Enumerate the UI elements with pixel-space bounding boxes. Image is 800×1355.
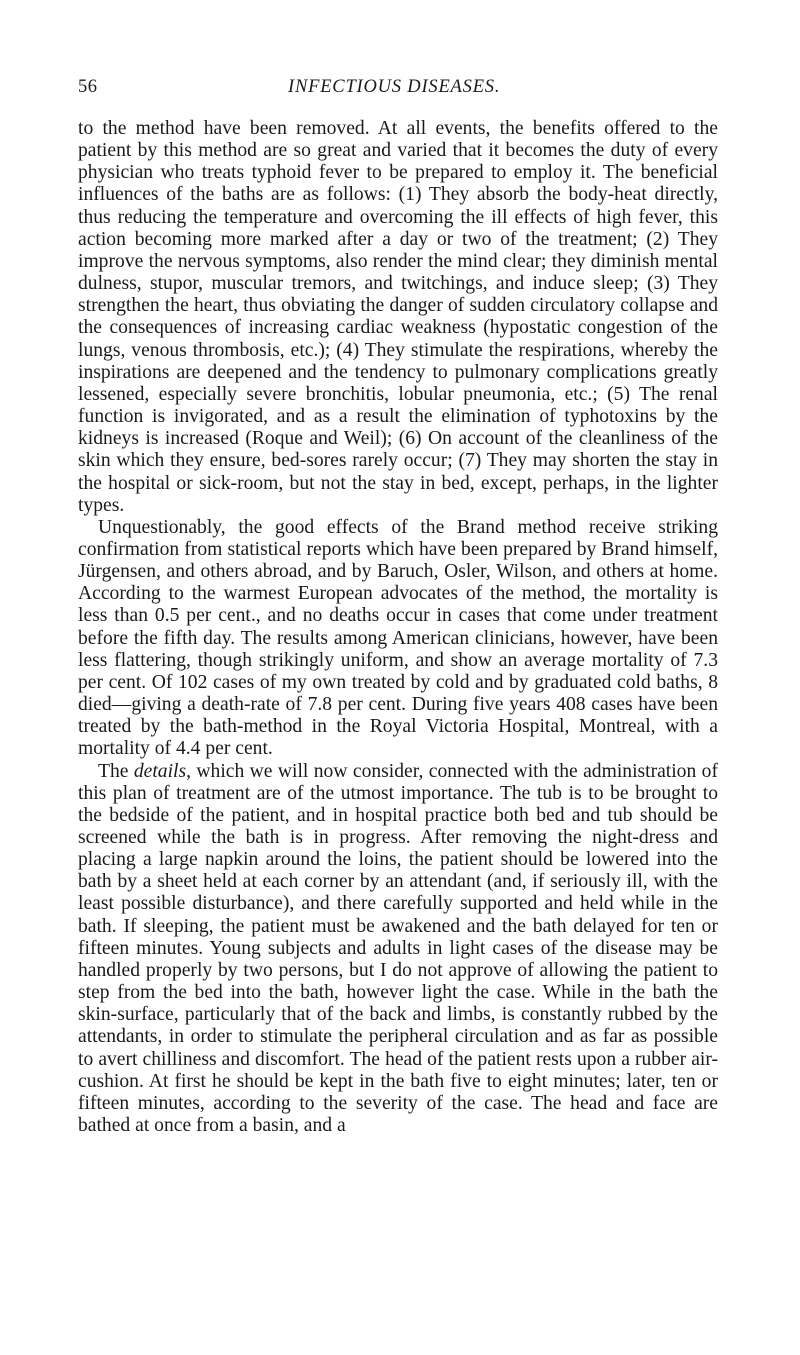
paragraph-text: Unquestionably, the good effects of the Brand method receive striking confirmation from statistical reports which have been prepared by Brand himself, Jürgensen, and others abroad, and by Baruch, Osler, Wilson, and others at home. According to the warmest European advocates of the method, the mortality is less than 0.5 per cent., and no deaths occur in cases that come under treatment before the fifth day. The results among American clinicians, however, have been less flattering, though strikingly uniform, and show an average mortality of 7.3 per cent. Of 102 cases of my own treated by cold and by graduated cold baths, 8 died—giving a death-rate of 7.8 per cent. During five years 408 cases have been treated by the bath-method in the Royal Victoria Hospital, Montreal, with a mortality of 4.4 per cent. (78, 516, 718, 760)
body-text (78, 118, 718, 1137)
running-title: INFECTIOUS DISEASES. (288, 77, 501, 97)
page-number: 56 (78, 77, 98, 97)
paragraph-details (78, 761, 718, 1138)
paragraph-lead: The (98, 760, 134, 782)
paragraph-text: to the method have been removed. At all events, the benefits offered to the patient by this method are so great and varied that it becomes the duty of every physician who treats typhoid fever to be prepared to employ it. The beneficial influences of the baths are as follows: (1) They absorb the body-heat directly, thus reducing the temperature and overcoming the ill effects of high fever, this action becoming more marked after a day or two of the treatment; (2) They improve the nervous symptoms, also render the mind clear; they diminish mental dulness, stupor, muscular tremors, and twitchings, and induce sleep; (3) They strengthen the heart, thus obviating the danger of sudden circulatory collapse and the consequences of increasing cardiac weakness (hypostatic congestion of the lungs, venous thrombosis, etc.); (4) They stimulate the respirations, whereby the inspirations are deepened and the tendency to pulmonary complications greatly lessened, especially severe bronchitis, lobular pneumonia, etc.; (5) The renal function is invigorated, and as a result the elimination of typhotoxins by the kidneys is increased (Roque and Weil); (6) On account of the cleanliness of the skin which they ensure, bed-sores rarely occur; (7) They may shorten the stay in the hospital or sick-room, but not the stay in bed, except, perhaps, in the lighter types. (78, 118, 718, 516)
paragraph-text: , which we will now consider, connected with the administration of this plan of treatment are of the utmost importance. The tub is to be brought to the bedside of the patient, and in hospital practice both bed and tub should be screened while the bath is in progress. After removing the night-dress and placing a large napkin around the loins, the patient should be lowered into the bath by a sheet held at each corner by an attendant (and, if seriously ill, with the least possible disturbance), and there carefully supported and held while in the bath. If sleeping, the patient must be awakened and the bath delayed for ten or fifteen minutes. Young subjects and adults in light cases of the disease may be handled properly by two persons, but I do not approve of allowing the patient to step from the bed into the bath, however light the case. While in the bath the skin-surface, particularly that of the back and limbs, is constantly rubbed by the attendants, in order to stimulate the peripheral circulation and as far as possible to avert chilliness and discomfort. The head of the patient rests upon a rubber air-cushion. At first he should be kept in the bath five to eight minutes; later, ten or fifteen minutes, according to the severity of the case. The head and face are bathed at once from a basin, and a (78, 760, 718, 1137)
paragraph-statistics (78, 517, 718, 761)
running-head (78, 74, 718, 100)
paragraph-benefits (78, 118, 718, 517)
italic-term: details (133, 760, 187, 782)
